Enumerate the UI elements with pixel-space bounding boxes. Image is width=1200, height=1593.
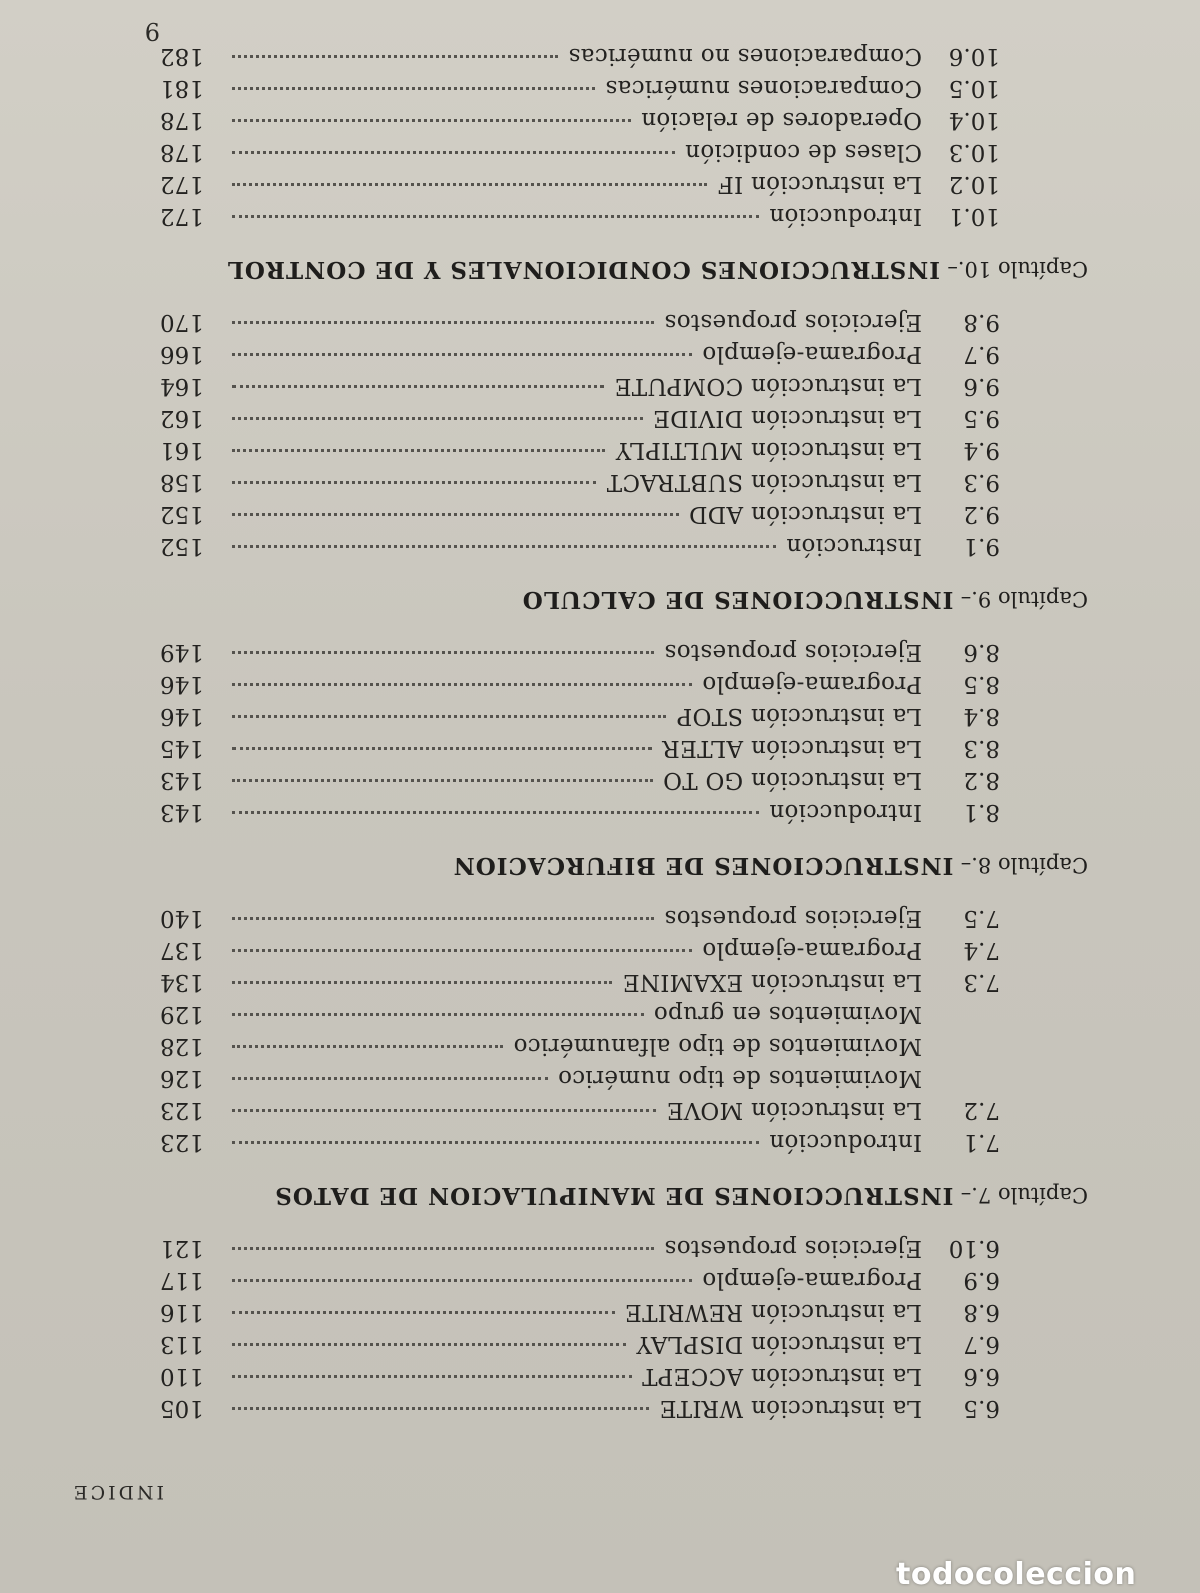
section-title: La instrucción COMPUTE [614,373,922,399]
dot-leader [232,353,692,356]
toc-entry [160,931,1000,963]
section-title: Comparaciones no numéricas [568,43,922,69]
section-number: 9.8 [963,309,1000,335]
page-reference: 145 [160,735,204,761]
toc-entry [160,1123,1000,1155]
toc-entry [160,1261,1000,1293]
section-title: Programa-ejemplo [702,937,922,963]
section-number: 8.6 [963,639,1000,665]
section-title: La instrucción GO TO [662,767,922,793]
section-number: 7.1 [963,1129,1000,1155]
section-title: La instrucción IF [717,171,922,197]
section-number: 10.4 [948,107,1000,133]
toc-entry [160,1027,1000,1059]
toc-entry [160,303,1000,335]
dot-leader [232,1311,615,1314]
dot-leader [232,1343,626,1346]
dot-leader [232,747,652,750]
section-number: 10.5 [948,75,1000,101]
section-number: 9.2 [963,501,1000,527]
section-number: 6.10 [948,1235,1000,1261]
chapter-title: INSTRUCCIONES DE CALCULO [521,586,954,613]
section-title: Operadores de relación [640,107,922,133]
toc-entry [160,495,1000,527]
section-number: 9.6 [963,373,1000,399]
section-title: Ejercicios propuestos [664,1235,922,1261]
section-title: La instrucción ALTER [662,735,922,761]
section-title: La instrucción ACCEPT [641,1363,922,1389]
section-number: 10.3 [948,139,1000,165]
page-number: 9 [144,17,160,45]
toc-entry [160,697,1000,729]
dot-leader [232,215,759,218]
chapter-heading [453,852,1088,879]
page-reference: 152 [160,533,204,559]
section-number: 6.5 [963,1395,1000,1421]
section-number: 10.2 [948,171,1000,197]
chapter-title: INSTRUCCIONES DE BIFURCACION [452,852,954,879]
page-reference: 129 [160,1001,204,1027]
dot-leader [232,1109,656,1112]
toc-entry [160,793,1000,825]
dot-leader [232,417,643,420]
section-title: Programa-ejemplo [702,671,922,697]
section-number: 7.2 [963,1097,1000,1123]
section-title: Ejercicios propuestos [664,309,922,335]
toc-entry [160,463,1000,495]
page-reference: 146 [160,703,204,729]
dot-leader [232,981,612,984]
chapter-prefix: Capítulo 10.– [947,257,1088,281]
section-title: La instrucción DIVIDE [652,405,922,431]
page-reference: 123 [160,1129,204,1155]
chapter-heading [227,256,1088,283]
page-reference: 170 [160,309,204,335]
section-number: 7.4 [963,937,1000,963]
page-reference: 123 [160,1097,204,1123]
toc-entry [160,1091,1000,1123]
page-reference: 161 [160,437,204,463]
toc-entry [160,527,1000,559]
toc-entry [160,1293,1000,1325]
section-title: La instrucción DISPLAY [636,1331,922,1357]
dot-leader [232,1045,503,1048]
section-number: 9.7 [963,341,1000,367]
chapter-prefix: Capítulo 9.– [960,587,1088,611]
section-title: Movimientos en grupo [653,1001,922,1027]
toc-entry [160,1059,1000,1091]
dot-leader [232,917,654,920]
section-title: Introducción [769,799,922,825]
section-title: La instrucción REWRITE [624,1299,922,1325]
section-title: Instrucción [786,533,922,559]
toc-entry [160,1229,1000,1261]
chapter-prefix: Capítulo 8.– [960,853,1088,877]
page-reference: 158 [160,469,204,495]
dot-leader [232,513,679,516]
section-number: 7.3 [963,969,1000,995]
toc-entry [160,69,1000,101]
toc-entry [160,1357,1000,1389]
chapter-heading [274,1182,1088,1209]
page-reference: 178 [160,107,204,133]
dot-leader [232,1407,649,1410]
section-title: La instrucción SUBTRACT [606,469,922,495]
section-number: 9.1 [963,533,1000,559]
toc-entry [160,367,1000,399]
dot-leader [232,683,692,686]
dot-leader [232,183,707,186]
section-number: 9.5 [963,405,1000,431]
section-title: Comparaciones numéricas [605,75,922,101]
toc-entry [160,197,1000,229]
page-reference: 182 [160,43,204,69]
toc-entry [160,335,1000,367]
dot-leader [232,811,759,814]
toc-entry [160,431,1000,463]
section-number: 8.3 [963,735,1000,761]
chapter-title: INSTRUCCIONES DE MANIPULACION DE DATOS [274,1182,954,1209]
chapter-title: INSTRUCCIONES CONDICIONALES Y DE CONTROL [226,256,941,283]
section-title: Movimientos de tipo alfanumérico [513,1033,922,1059]
section-number: 9.3 [963,469,1000,495]
page-reference: 126 [160,1065,204,1091]
section-number: 6.8 [963,1299,1000,1325]
page-reference: 181 [160,75,204,101]
toc-entry [160,633,1000,665]
page-header: INDICE [70,1481,164,1503]
page-reference: 137 [160,937,204,963]
page-reference: 178 [160,139,204,165]
dot-leader [232,1247,654,1250]
toc-entry [160,133,1000,165]
section-title: Ejercicios propuestos [664,905,922,931]
section-title: La instrucción EXAMINE [622,969,922,995]
toc-entry [160,37,1000,69]
watermark-logo: todocoleccion [896,1557,1137,1592]
page-reference: 116 [160,1299,204,1325]
page-reference: 146 [160,671,204,697]
section-number: 10.6 [948,43,1000,69]
page-reference: 143 [160,767,204,793]
section-number: 9.4 [963,437,1000,463]
section-number: 8.2 [963,767,1000,793]
toc-entry [160,899,1000,931]
section-title: Programa-ejemplo [702,341,922,367]
section-number: 8.1 [963,799,1000,825]
section-title: La instrucción MULTIPLY [615,437,922,463]
page-reference: 105 [160,1395,204,1421]
dot-leader [232,385,604,388]
page-reference: 162 [160,405,204,431]
dot-leader [232,55,558,58]
dot-leader [232,1375,632,1378]
page-reference: 164 [160,373,204,399]
dot-leader [232,545,776,548]
page-reference: 110 [160,1363,204,1389]
section-number: 6.6 [963,1363,1000,1389]
dot-leader [232,119,631,122]
toc-entry [160,1325,1000,1357]
section-title: Introducción [769,203,922,229]
toc-entry [160,995,1000,1027]
toc-entry [160,101,1000,133]
section-title: La instrucción WRITE [659,1395,922,1421]
page-reference: 172 [160,203,204,229]
section-title: Ejercicios propuestos [664,639,922,665]
dot-leader [232,449,605,452]
page-reference: 134 [160,969,204,995]
section-number: 6.7 [963,1331,1000,1357]
toc-entry [160,761,1000,793]
section-title: La instrucción ADD [688,501,922,527]
chapter-heading [522,586,1088,613]
toc-entry [160,399,1000,431]
page-reference: 113 [160,1331,204,1357]
dot-leader [232,1141,759,1144]
toc-entry [160,1389,1000,1421]
section-title: La instrucción MOVE [666,1097,922,1123]
page-reference: 166 [160,341,204,367]
page-reference: 121 [160,1235,204,1261]
page-reference: 172 [160,171,204,197]
section-title: Programa-ejemplo [702,1267,922,1293]
section-number: 8.5 [963,671,1000,697]
dot-leader [232,779,653,782]
dot-leader [232,1077,548,1080]
toc-entry [160,665,1000,697]
dot-leader [232,715,666,718]
dot-leader [232,321,654,324]
dot-leader [232,1279,692,1282]
dot-leader [232,87,595,90]
dot-leader [232,1013,644,1016]
page-reference: 128 [160,1033,204,1059]
section-title: Clases de condición [684,139,922,165]
toc-entry [160,963,1000,995]
page-reference: 143 [160,799,204,825]
dot-leader [232,949,692,952]
section-number: 8.4 [963,703,1000,729]
page-reference: 140 [160,905,204,931]
dot-leader [232,151,675,154]
toc-entry [160,165,1000,197]
section-title: La instrucción STOP [676,703,922,729]
chapter-prefix: Capítulo 7.– [960,1183,1088,1207]
page-reference: 152 [160,501,204,527]
dot-leader [232,481,596,484]
section-number: 7.5 [963,905,1000,931]
page-reference: 149 [160,639,204,665]
section-title: Introducción [769,1129,922,1155]
toc-entry [160,729,1000,761]
section-title: Movimientos de tipo numérico [557,1065,922,1091]
section-number: 10.1 [948,203,1000,229]
dot-leader [232,651,654,654]
section-number: 6.9 [963,1267,1000,1293]
page-reference: 117 [160,1267,204,1293]
